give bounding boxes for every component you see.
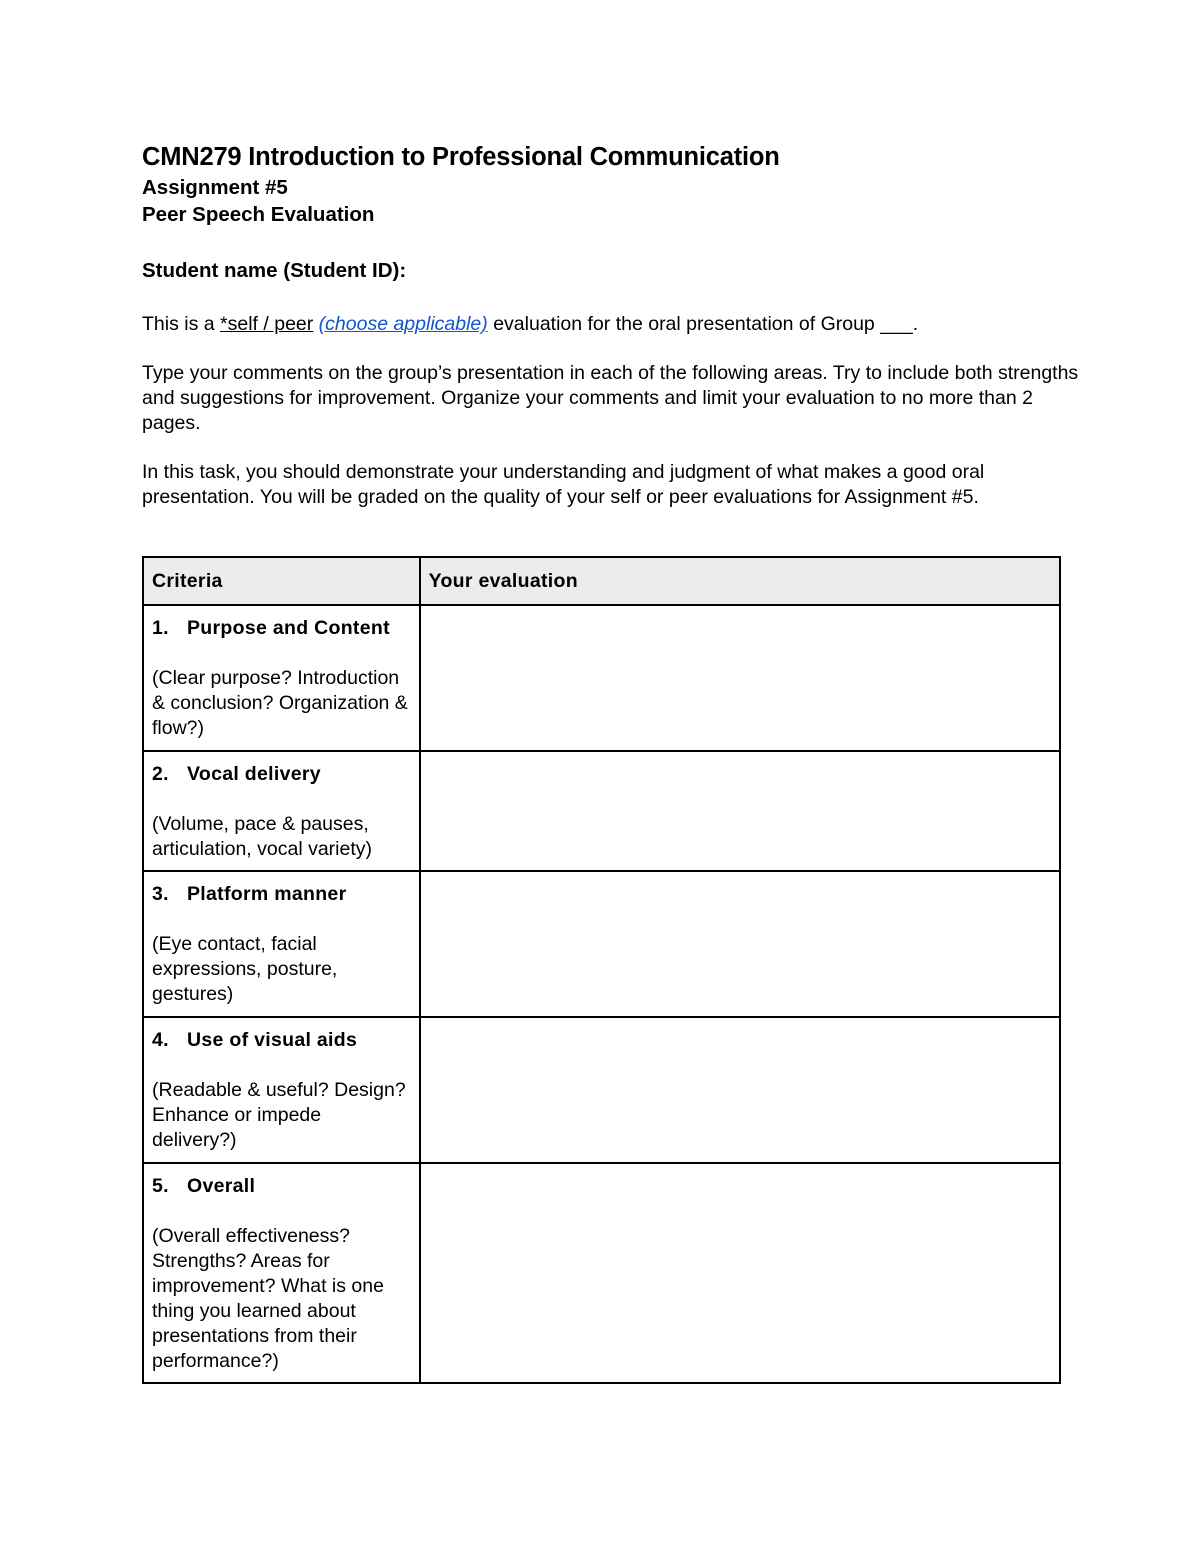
table-header-row	[143, 557, 1060, 605]
criteria-cell	[143, 871, 420, 1017]
table-row	[143, 1163, 1060, 1383]
grading-paragraph: In this task, you should demonstrate your understanding and judgment of what makes a good oral presentation. You will be graded on the quality of your self or peer evaluations for Assignment #5.	[142, 461, 985, 508]
evaluation-cell[interactable]	[420, 751, 1060, 871]
criteria-title: Vocal delivery	[187, 763, 321, 785]
intro-paragraph-1	[142, 312, 1092, 337]
evaluation-header: Your evaluation	[420, 557, 1060, 605]
criteria-description: (Volume, pace & pauses, articulation, vocal variety)	[152, 813, 373, 860]
criteria-description: (Clear purpose? Introduction & conclusion? Organization & flow?)	[152, 667, 408, 739]
table-row	[143, 605, 1060, 751]
choose-applicable-hint: (choose applicable)	[318, 313, 488, 335]
evaluation-cell[interactable]	[420, 871, 1060, 1017]
evaluation-cell[interactable]	[420, 1017, 1060, 1163]
instructions-paragraph: Type your comments on the group’s presentation in each of the following areas. Try to include both strengths and suggestions for improvement. Organize your comments and limit your evaluation to no more than 2 pages.	[142, 362, 1079, 434]
criteria-description: (Overall effectiveness? Strengths? Areas for improvement? What is one thing you learned about presentations from their performance?)	[152, 1225, 384, 1372]
criteria-number: 3.	[152, 883, 169, 905]
criteria-cell	[143, 1163, 420, 1383]
criteria-header: Criteria	[143, 557, 420, 605]
criteria-cell	[143, 605, 420, 751]
criteria-title: Use of visual aids	[187, 1029, 358, 1051]
course-title: CMN279 Introduction to Professional Communication	[142, 143, 780, 171]
criteria-cell	[143, 1017, 420, 1163]
intro-text-post: evaluation for the oral presentation of Group ___.	[487, 313, 919, 335]
criteria-number: 2.	[152, 763, 169, 785]
assignment-number: Assignment #5	[142, 176, 288, 199]
criteria-title: Platform manner	[187, 883, 347, 905]
student-name-label: Student name (Student ID):	[142, 259, 407, 282]
criteria-cell	[143, 751, 420, 871]
table-row	[143, 751, 1060, 871]
table-row	[143, 1017, 1060, 1163]
self-peer-options: *self / peer	[220, 313, 314, 335]
criteria-description: (Eye contact, facial expressions, posture, gestures)	[152, 933, 338, 1005]
evaluation-cell[interactable]	[420, 1163, 1060, 1383]
criteria-description: (Readable & useful? Design? Enhance or impede delivery?)	[152, 1079, 406, 1151]
criteria-number: 5.	[152, 1175, 169, 1197]
intro-text-pre: This is a	[142, 313, 221, 335]
criteria-title: Overall	[187, 1175, 256, 1197]
criteria-number: 1.	[152, 617, 169, 639]
evaluation-type: Peer Speech Evaluation	[142, 203, 375, 226]
evaluation-table	[142, 556, 1061, 1384]
criteria-title: Purpose and Content	[187, 617, 390, 639]
criteria-number: 4.	[152, 1029, 169, 1051]
document-page	[142, 140, 1092, 510]
table-row	[143, 871, 1060, 1017]
evaluation-cell[interactable]	[420, 605, 1060, 751]
